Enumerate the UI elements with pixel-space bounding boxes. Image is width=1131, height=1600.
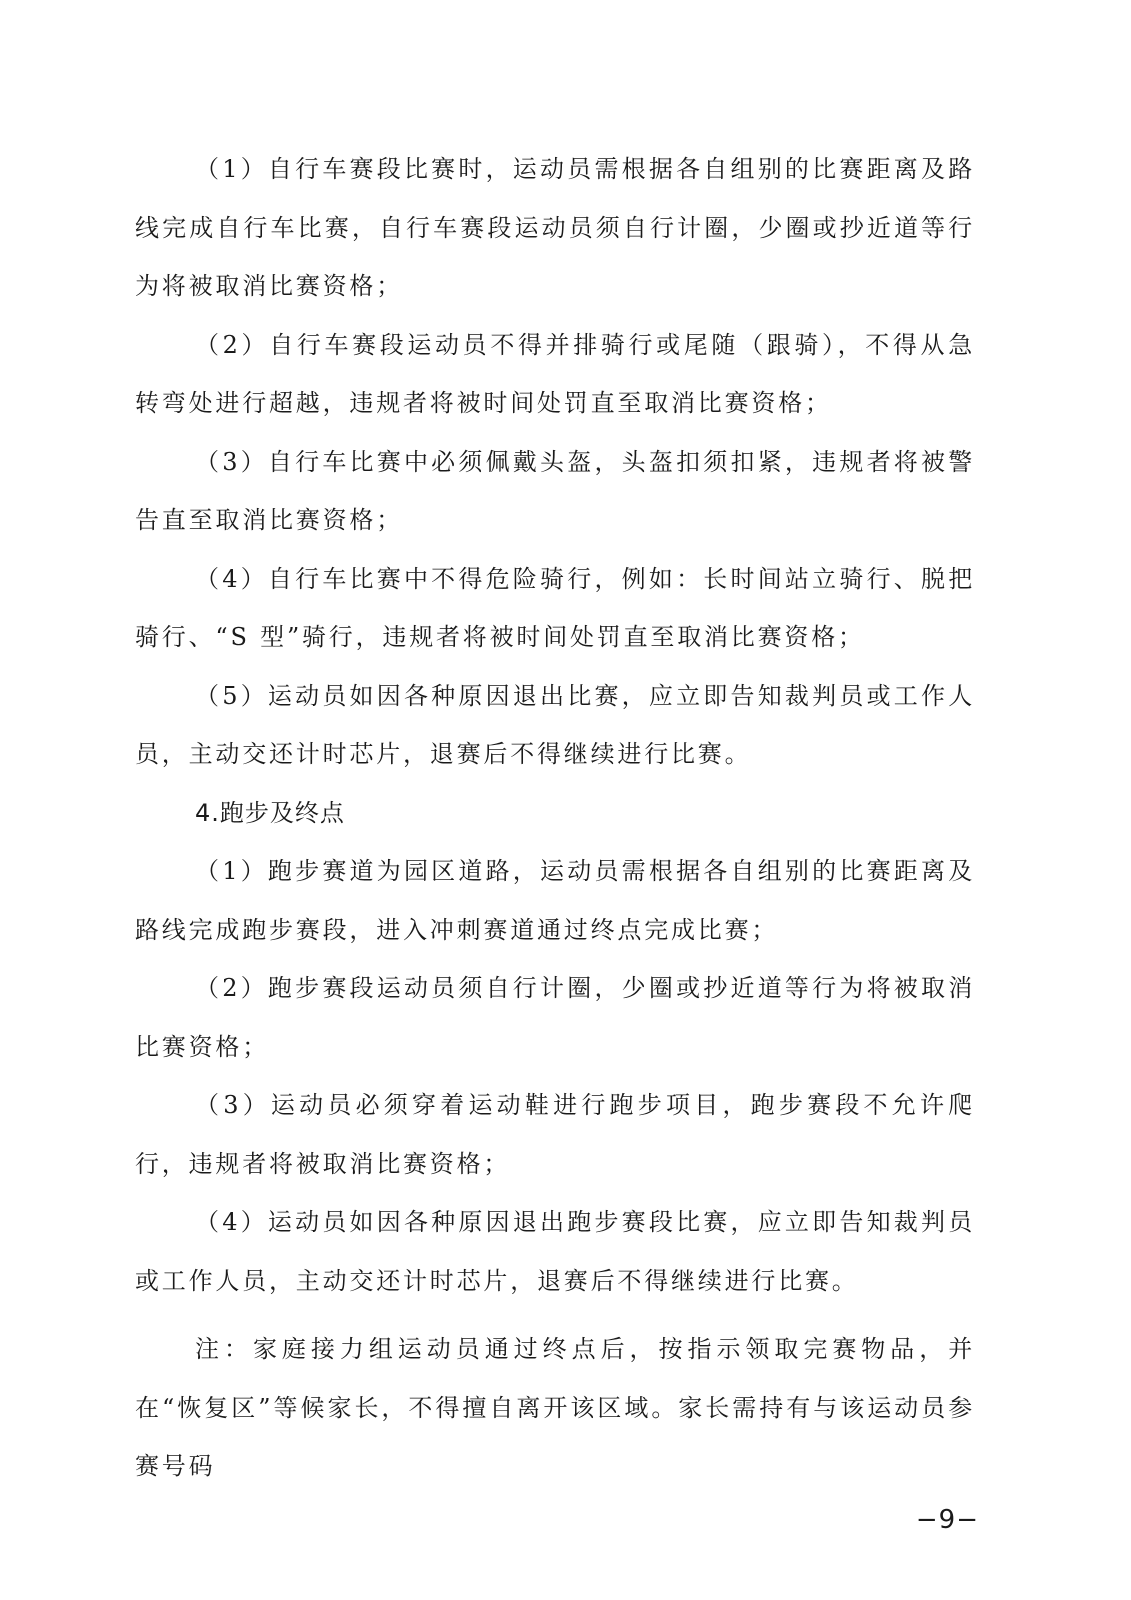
run-rule-3: （3）运动员必须穿着运动鞋进行跑步项目，跑步赛段不允许爬行，违规者将被取消比赛资格； [135, 1091, 975, 1178]
bike-rule-3: （3）自行车比赛中必须佩戴头盔，头盔扣须扣紧，违规者将被警告直至取消比赛资格； [135, 447, 975, 534]
run-rule-1: （1）跑步赛道为园区道路，运动员需根据各自组别的比赛距离及路线完成跑步赛段，进入冲刺赛道通过终点完成比赛； [135, 857, 975, 944]
note-paragraph: 注：家庭接力组运动员通过终点后，按指示领取完赛物品，并在“恢复区”等候家长，不得擅自离开该区域。家长需持有与该运动员参赛号码 [135, 1335, 975, 1480]
page-number: −9− [915, 1505, 979, 1535]
run-rule-4: （4）运动员如因各种原因退出跑步赛段比赛，应立即告知裁判员或工作人员，主动交还计时芯片，退赛后不得继续进行比赛。 [135, 1208, 975, 1295]
bike-rule-1: （1）自行车赛段比赛时，运动员需根据各自组别的比赛距离及路线完成自行车比赛，自行车赛段运动员须自行计圈，少圈或抄近道等行为将被取消比赛资格； [135, 155, 975, 300]
bike-rule-5: （5）运动员如因各种原因退出比赛，应立即告知裁判员或工作人员，主动交还计时芯片，退赛后不得继续进行比赛。 [135, 681, 975, 768]
document-body [135, 140, 975, 1496]
run-section-heading: 4.跑步及终点 [195, 798, 345, 827]
bike-rule-4: （4）自行车比赛中不得危险骑行，例如：长时间站立骑行、脱把骑行、“S 型”骑行，违规者将被时间处罚直至取消比赛资格； [135, 564, 975, 651]
bike-rule-2: （2）自行车赛段运动员不得并排骑行或尾随（跟骑），不得从急转弯处进行超越，违规者将被时间处罚直至取消比赛资格； [135, 330, 975, 417]
run-rule-2: （2）跑步赛段运动员须自行计圈，少圈或抄近道等行为将被取消比赛资格； [135, 974, 975, 1061]
